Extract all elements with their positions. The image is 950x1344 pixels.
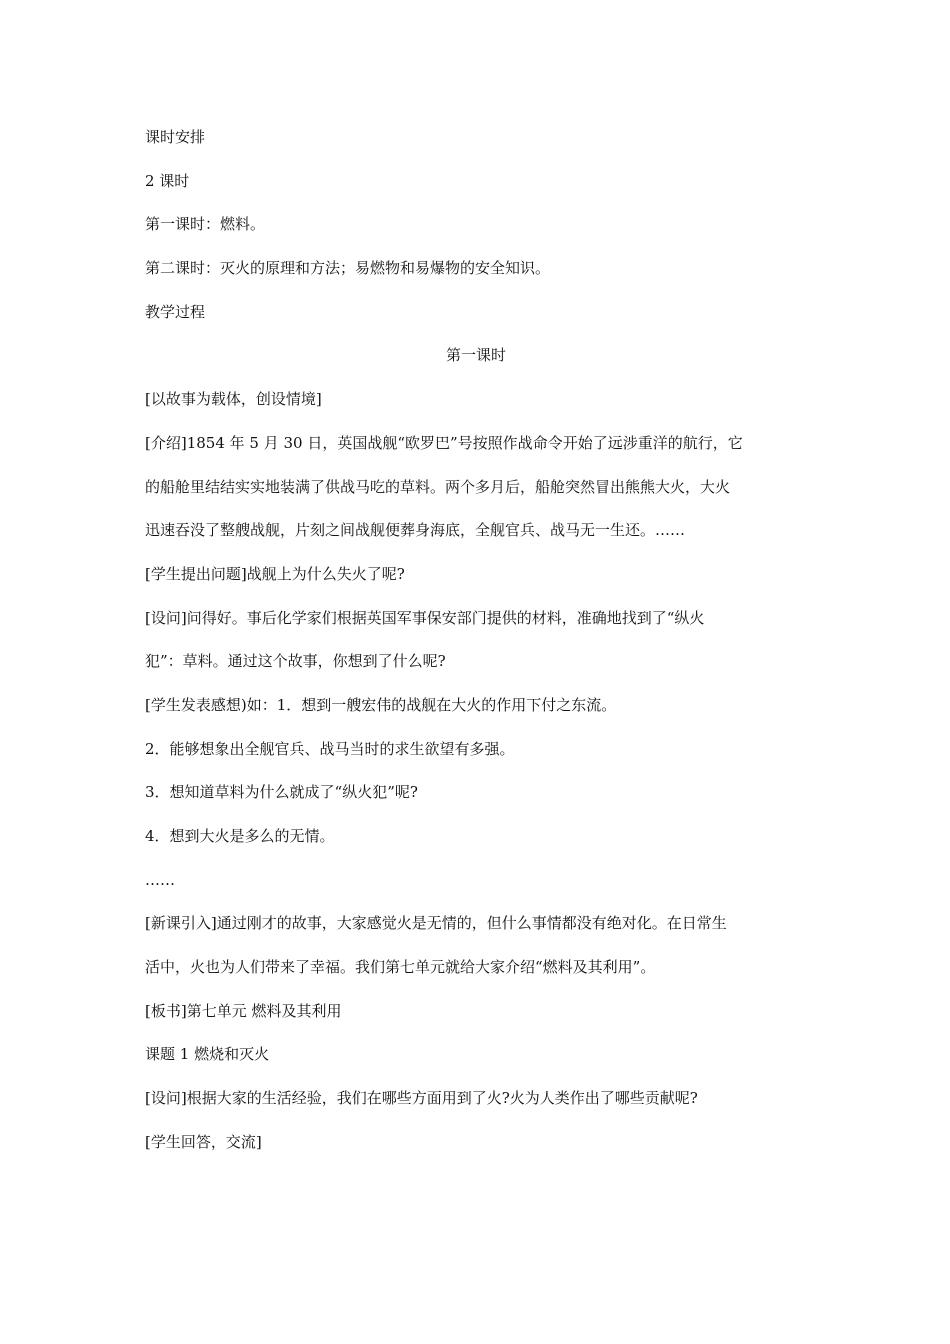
section-heading-process: 教学过程 xyxy=(145,302,206,321)
paragraph: 活中，火也为人们带来了幸福。我们第七单元就给大家介绍“燃料及其利用”。 xyxy=(145,958,656,977)
paragraph: [设问]问得好。事后化学家们根据英国军事保安部门提供的材料，准确地找到了“纵火 xyxy=(145,608,705,627)
paragraph: 第二课时：灭火的原理和方法；易燃物和易爆物的安全知识。 xyxy=(145,259,551,278)
paragraph: 迅速吞没了整艘战舰，片刻之间战舰便葬身海底，全舰官兵、战马无一生还。…… xyxy=(145,521,686,540)
list-item: 3．想知道草料为什么就成了“纵火犯”呢? xyxy=(145,783,418,802)
paragraph: [学生提出问题]战舰上为什么失火了呢? xyxy=(145,564,405,583)
paragraph: 第一课时：燃料。 xyxy=(145,215,266,234)
paragraph: 的船舱里结结实实地装满了供战马吃的草料。两个多月后，船舱突然冒出熊熊大火，大火 xyxy=(145,477,731,496)
paragraph: [介绍]1854 年 5 月 30 日，英国战舰“欧罗巴”号按照作战命令开始了远涉重洋的航行，它 xyxy=(145,433,743,452)
list-item: 2．能够想象出全舰官兵、战马当时的求生欲望有多强。 xyxy=(145,739,515,758)
paragraph: 课题 1 燃烧和灭火 xyxy=(145,1045,270,1064)
ellipsis: …… xyxy=(145,870,175,889)
paragraph: [设问]根据大家的生活经验，我们在哪些方面用到了火?火为人类作出了哪些贡献呢? xyxy=(145,1089,698,1108)
paragraph: [学生发表感想)如：1．想到一艘宏伟的战舰在大火的作用下付之东流。 xyxy=(145,695,617,714)
section-heading-schedule: 课时安排 xyxy=(145,128,206,146)
paragraph: [板书]第七单元 燃料及其利用 xyxy=(145,1001,342,1020)
paragraph: 犯”：草料。通过这个故事，你想到了什么呢? xyxy=(145,652,446,671)
list-item: 4．想到大火是多么的无情。 xyxy=(145,827,335,845)
document-page xyxy=(145,122,807,1171)
paragraph: [以故事为载体，创设情境] xyxy=(145,390,322,409)
lesson-title: 第一课时 xyxy=(445,346,506,365)
paragraph: 2 课时 xyxy=(145,171,190,190)
paragraph: [学生回答，交流] xyxy=(145,1132,262,1151)
paragraph: [新课引入]通过刚才的故事，大家感觉火是无情的，但什么事情都没有绝对化。在日常生 xyxy=(145,914,727,933)
